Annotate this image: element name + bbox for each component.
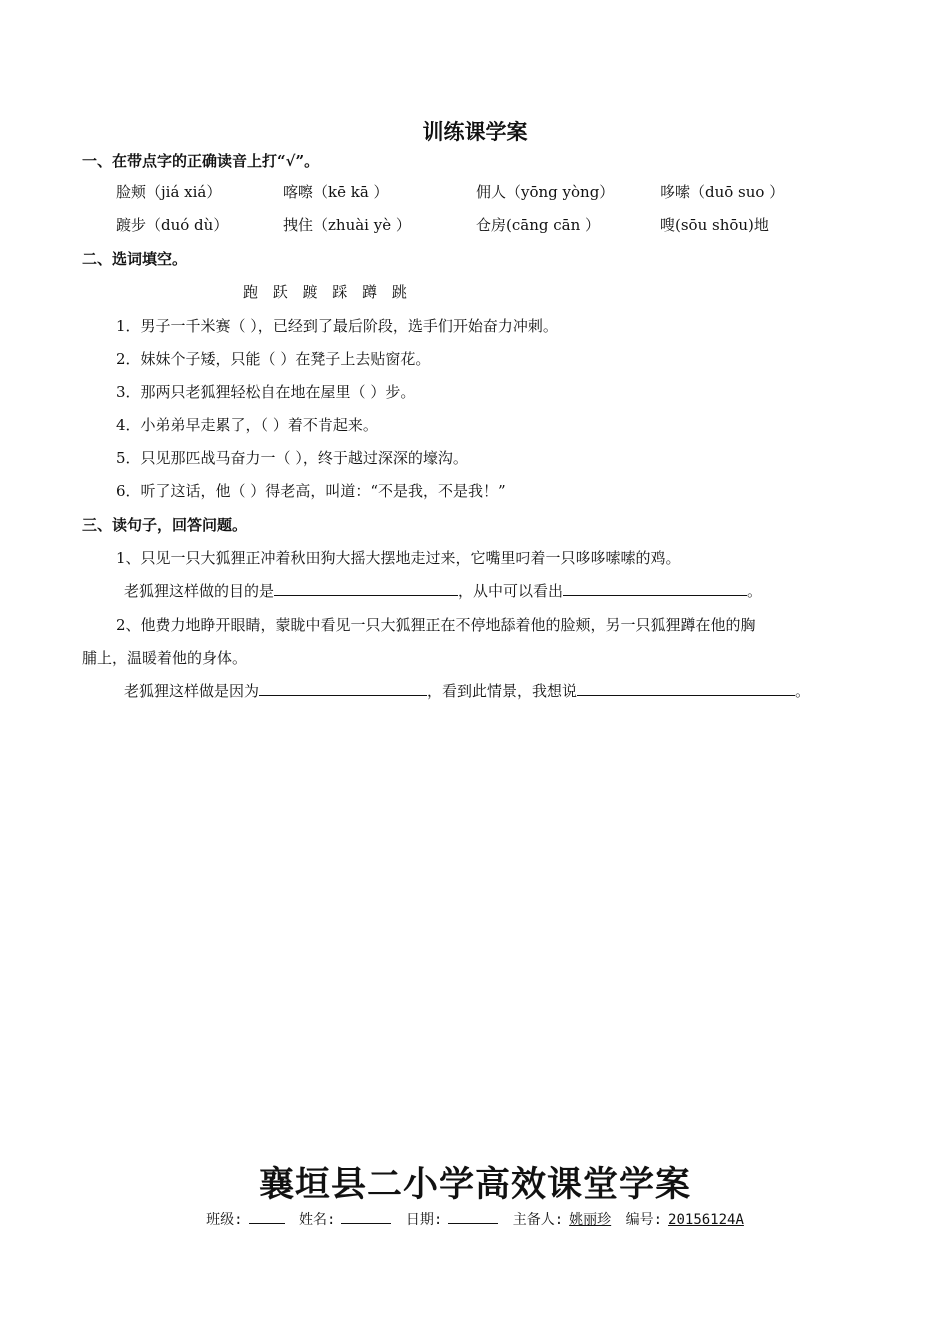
footer-info [0,1209,950,1229]
question-2-line2: 脯上，温暖着他的身体。 [82,649,248,667]
section2-heading: 二、选词填空。 [82,250,188,268]
fill-item: 6．听了这话，他（ ）得老高，叫道：“不是我，不是我！” [116,482,506,500]
name-blank[interactable] [341,1211,391,1224]
answer-blank[interactable] [259,681,427,696]
page-title: 训练课学案 [422,119,528,144]
answer-prompt: 老狐狸这样做的目的是 [124,582,275,600]
answer-prompt: ，看到此情景，我想说 [427,682,578,700]
fill-item: 5．只见那匹战马奋力一（ ），终于越过深深的壕沟。 [116,449,468,467]
preparer-name: 姚丽珍 [569,1212,612,1228]
section3-heading: 三、读句子，回答问题。 [82,516,248,534]
pinyin-item: 拽住（zhuài yè ） [283,216,411,234]
answer-line-2 [124,680,810,701]
name-label: 姓名: [298,1212,336,1228]
period: 。 [795,682,811,700]
fill-item: 1．男子一千米赛（ ），已经到了最后阶段，选手们开始奋力冲刺。 [116,317,558,335]
date-blank[interactable] [448,1211,498,1224]
class-label: 班级: [206,1212,243,1228]
question-1: 1、只见一只大狐狸正冲着秋田狗大摇大摆地走过来，它嘴里叼着一只哆哆嗦嗦的鸡。 [116,549,681,567]
answer-prompt: 老狐狸这样做是因为 [124,682,260,700]
period: 。 [747,582,763,600]
date-label: 日期: [405,1212,443,1228]
word-bank: 跑 跃 踱 踩 蹲 跳 [243,283,407,301]
section1-heading: 一、在带点字的正确读音上打“√”。 [82,152,320,170]
answer-blank[interactable] [577,681,795,696]
class-blank[interactable] [249,1211,285,1224]
number-label: 编号: [625,1212,663,1228]
pinyin-item: 哆嗦（duō suo ） [660,183,785,201]
answer-blank[interactable] [563,581,747,596]
pinyin-item: 佣人（yōng yòng） [476,183,615,201]
fill-item: 3．那两只老狐狸轻松自在地在屋里（ ）步。 [116,383,416,401]
pinyin-item: 仓房(cāng cān ） [476,216,600,234]
answer-blank[interactable] [274,581,458,596]
school-title: 襄垣县二小学高效课堂学案 [258,1164,691,1205]
pinyin-item: 喀嚓（kē kā ） [283,183,389,201]
pinyin-item: 脸颊（jiá xiá） [116,183,222,201]
pinyin-item: 嗖(sōu shōu)地 [660,216,769,234]
question-2-line1: 2、他费力地睁开眼睛，蒙眬中看见一只大狐狸正在不停地舔着他的脸颊，另一只狐狸蹲在他的胸 [116,616,756,634]
preparer-label: 主备人: [512,1212,564,1228]
answer-line-1 [124,580,762,601]
fill-item: 2．妹妹个子矮，只能（ ）在凳子上去贴窗花。 [116,350,431,368]
pinyin-item: 踱步（duó dù） [116,216,229,234]
document-number: 20156124A [668,1212,744,1228]
fill-item: 4．小弟弟早走累了，（ ）着不肯起来。 [116,416,378,434]
answer-prompt: ，从中可以看出 [458,582,564,600]
